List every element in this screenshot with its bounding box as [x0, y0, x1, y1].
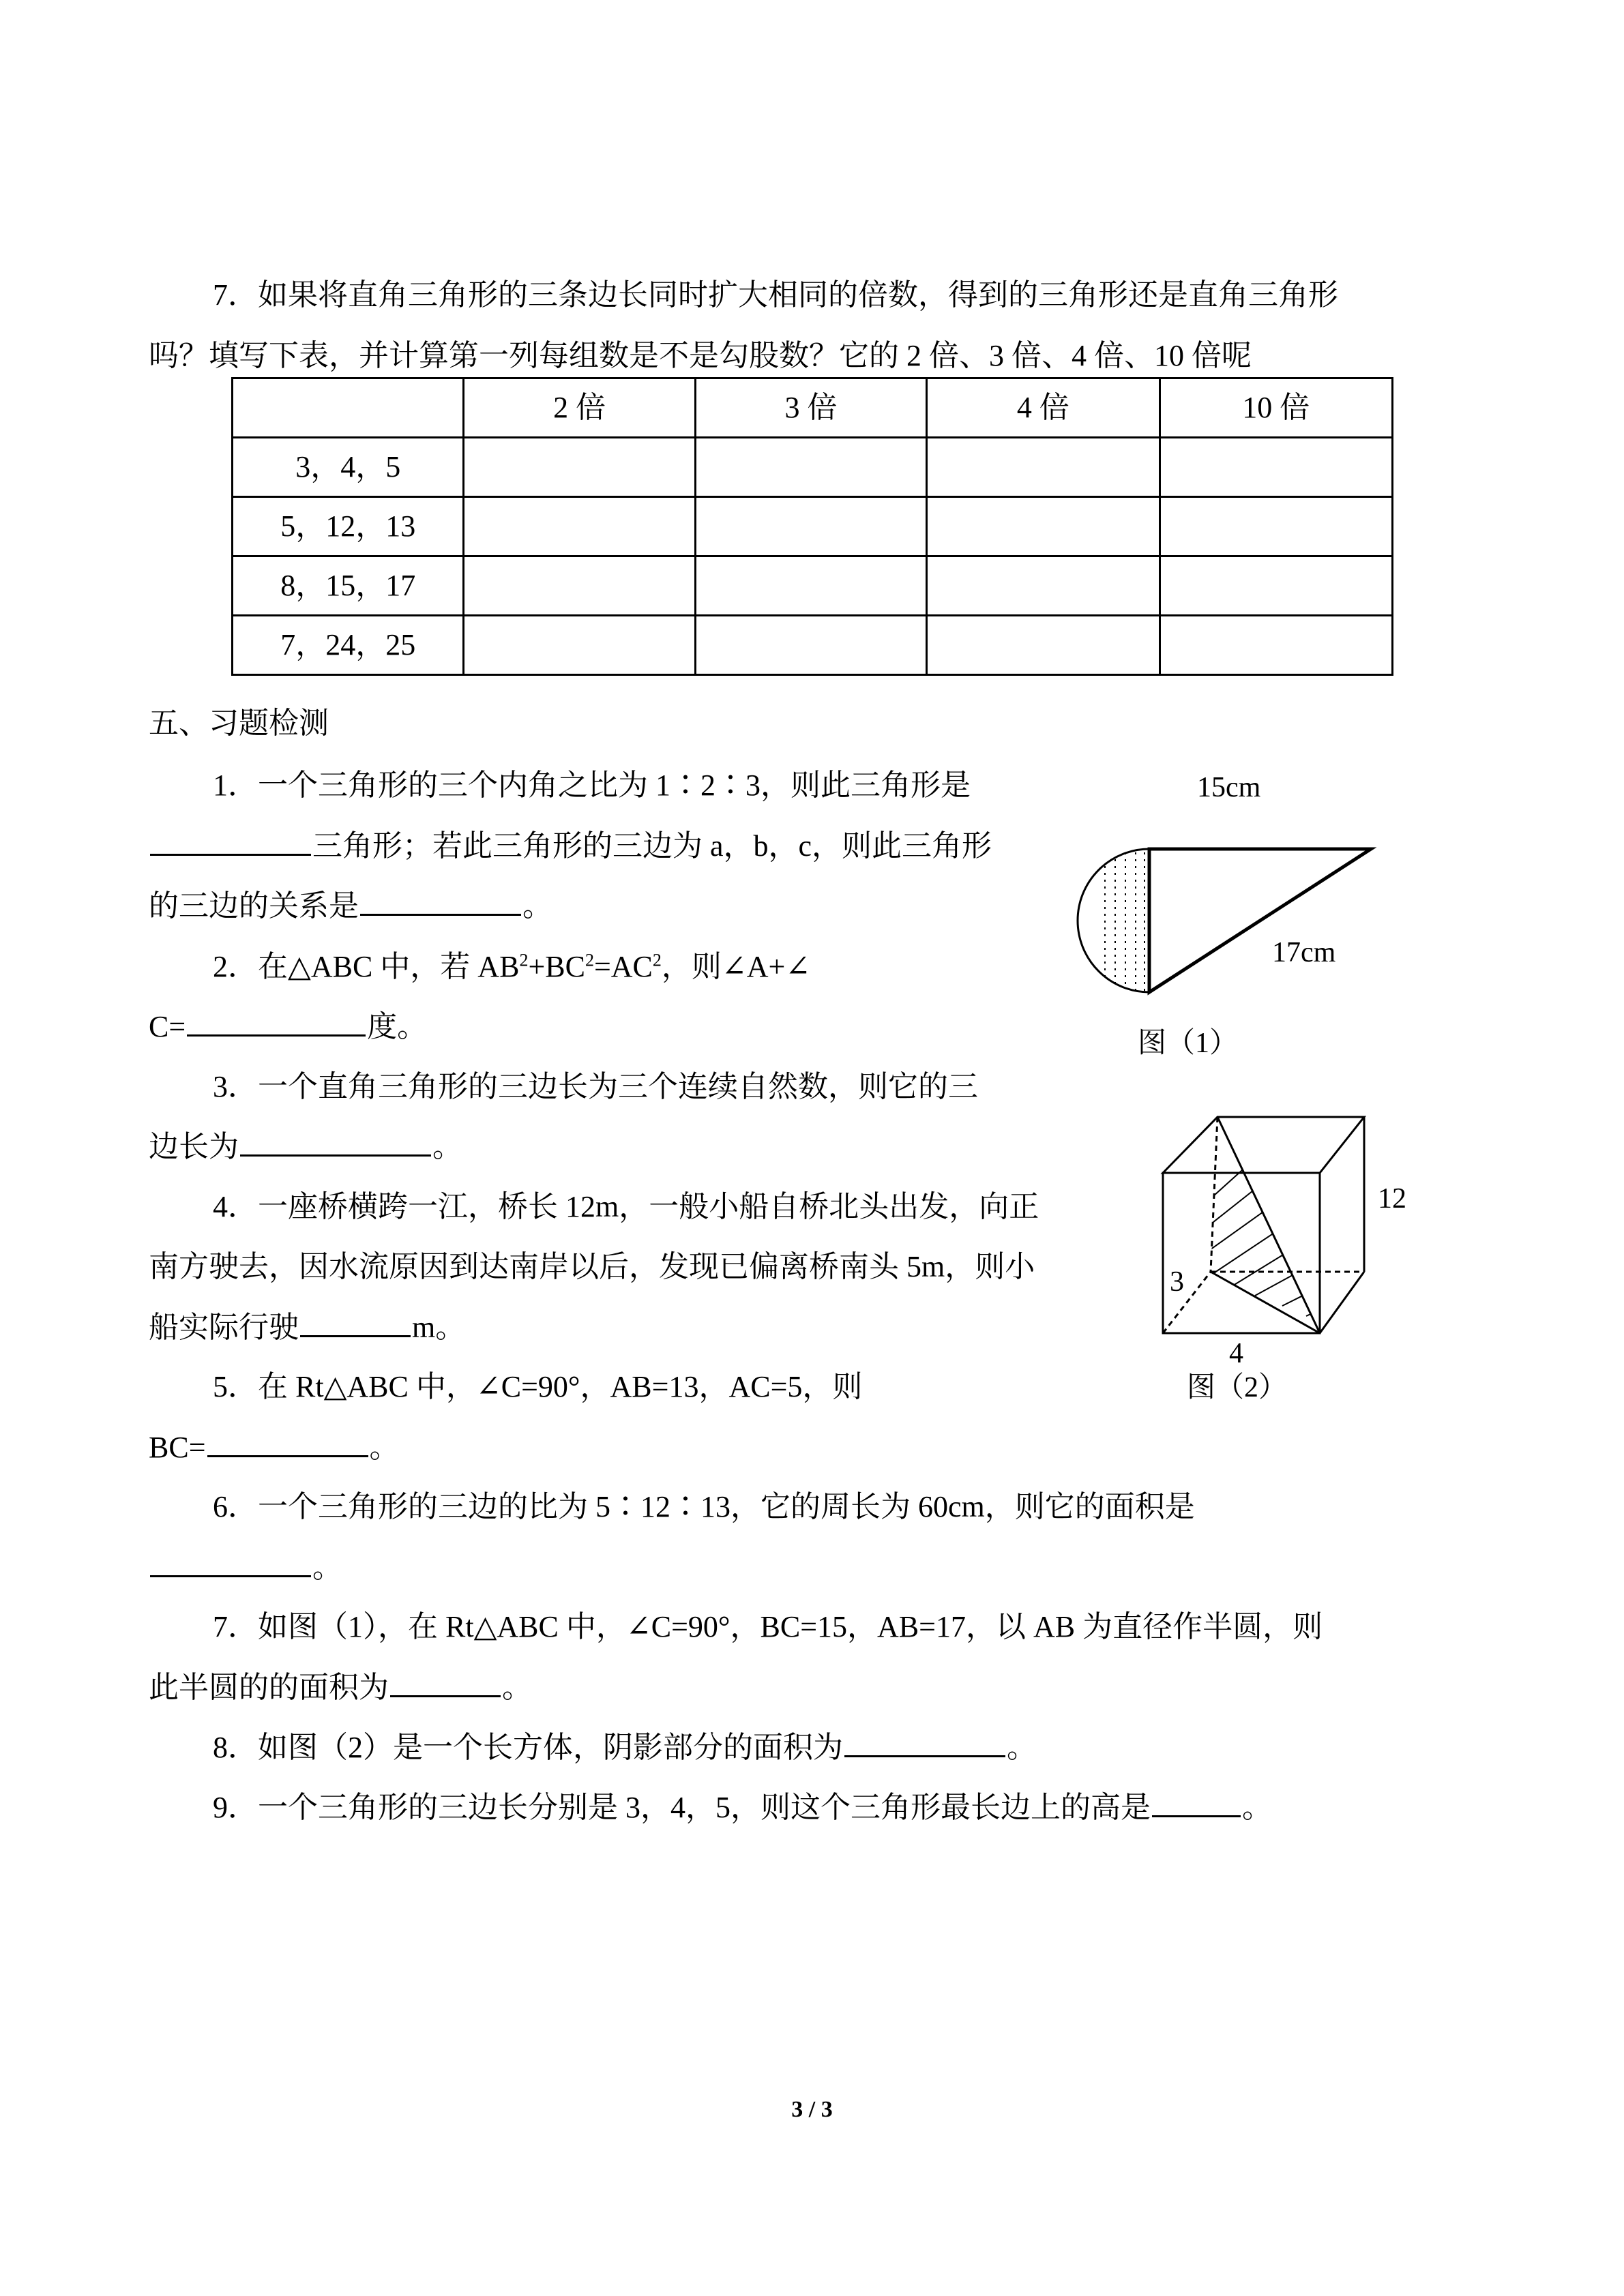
q7-text: 此半圆的的面积为 [149, 1671, 389, 1704]
answer-blank[interactable] [207, 1428, 368, 1457]
q6-line-1: 6．一个三角形的三边的比为 5∶12∶13，它的周长为 60cm，则它的面积是 [213, 1490, 1195, 1523]
q5-text: BC= [149, 1431, 206, 1464]
q2-line-2 [149, 1007, 427, 1046]
figure-2-depth-label: 3 [1170, 1266, 1184, 1298]
table-header-row [233, 378, 1393, 438]
table-cell[interactable] [1160, 438, 1392, 497]
q7-line-1: 7．如果将直角三角形的三条边长同时扩大相同的倍数，得到的三角形还是直角三角形 [213, 278, 1338, 312]
table-header-cell [233, 378, 464, 438]
superscript: 2 [585, 950, 594, 970]
q8-text: 8．如图（2）是一个长方体，阴影部分的面积为 [213, 1731, 843, 1764]
answer-blank[interactable] [187, 1007, 366, 1037]
q6-text: 。 [312, 1551, 342, 1584]
box-front-face [1163, 1173, 1320, 1333]
semicircle-shading [1105, 846, 1145, 996]
answer-blank[interactable] [1152, 1788, 1241, 1817]
table-cell[interactable] [464, 438, 695, 497]
table-row [233, 556, 1393, 616]
table-cell[interactable] [695, 438, 926, 497]
table-cell[interactable] [927, 556, 1160, 616]
table-cell[interactable] [464, 497, 695, 556]
q8-text: 。 [1007, 1731, 1037, 1764]
superscript: 2 [519, 950, 529, 970]
q2-text: C= [149, 1010, 186, 1043]
q9-line [213, 1788, 1272, 1827]
table-cell[interactable] [1160, 497, 1392, 556]
table-cell[interactable] [927, 497, 1160, 556]
table-row [233, 497, 1393, 556]
table-row-label: 3，4，5 [233, 438, 464, 497]
table-cell[interactable] [464, 556, 695, 616]
q3-text: 。 [432, 1130, 462, 1163]
answer-blank[interactable] [360, 886, 521, 916]
q2-text: +BC [528, 950, 585, 983]
q1-line-2-text: 三角形；若此三角形的三边为 a，b，c，则此三角形 [312, 829, 992, 863]
q2-text: 2．在△ABC 中，若 AB [213, 950, 520, 983]
q5-line-2 [149, 1428, 400, 1467]
table-cell[interactable] [695, 497, 926, 556]
superscript: 2 [652, 950, 662, 970]
triangle-edge [1211, 1272, 1320, 1333]
table-row [233, 438, 1393, 497]
answer-blank[interactable] [240, 1127, 431, 1157]
q4-text: 船实际行驶 [149, 1311, 299, 1344]
table-cell[interactable] [1160, 556, 1392, 616]
page-number: 3 / 3 [791, 2097, 833, 2122]
q1-line-3-text: 的三边的关系是 [149, 889, 359, 923]
box-top-face [1163, 1117, 1364, 1173]
table-header-cell: 10 倍 [1160, 378, 1392, 438]
hidden-edge [1211, 1117, 1217, 1272]
right-triangle [1149, 849, 1371, 992]
answer-blank[interactable] [390, 1668, 501, 1697]
table-header-cell: 2 倍 [464, 378, 695, 438]
figure-2-diagram [1153, 1112, 1385, 1343]
q4-line-3 [149, 1308, 465, 1347]
q7-line-2: 吗？填写下表，并计算第一列每组数是不是勾股数？它的 2 倍、3 倍、4 倍、10 倍呢 [149, 339, 1252, 372]
q2-text: 度。 [367, 1010, 428, 1043]
q7b-line-1: 7．如图（1），在 Rt△ABC 中，∠C=90°，BC=15，AB=17，以 AB 为直径作半圆，则 [213, 1610, 1323, 1643]
section-title: 五、习题检测 [149, 706, 329, 740]
figure-1-top-label: 15cm [1197, 772, 1261, 803]
table-row-label: 7，24，25 [233, 616, 464, 675]
figure-2-height-label: 12 [1378, 1183, 1406, 1214]
table-row [233, 616, 1393, 675]
answer-blank[interactable] [150, 1548, 311, 1577]
answer-blank[interactable] [300, 1308, 411, 1337]
figure-1-caption: 图（1） [1138, 1028, 1239, 1059]
q2-line-1 [213, 948, 810, 986]
q3-line-1: 3．一个直角三角形的三边长为三个连续自然数，则它的三 [213, 1070, 978, 1103]
q3-line-2 [149, 1127, 462, 1166]
figure-1-hyp-label: 17cm [1272, 937, 1336, 968]
table-cell[interactable] [695, 616, 926, 675]
figure-2-caption: 图（2） [1187, 1372, 1288, 1403]
table-header-cell: 3 倍 [695, 378, 926, 438]
table-header-cell: 4 倍 [927, 378, 1160, 438]
q6-line-2 [149, 1548, 342, 1587]
q9-text: 。 [1242, 1791, 1272, 1824]
triangle-edge [1217, 1117, 1320, 1333]
figure-2-width-label: 4 [1229, 1338, 1243, 1369]
q4-line-1: 4．一座桥横跨一江，桥长 12m，一般小船自桥北头出发，向正 [213, 1190, 1039, 1223]
q1-line-2 [149, 826, 992, 865]
box-side-edge [1320, 1272, 1364, 1333]
q4-text: m。 [412, 1311, 466, 1344]
q5-text: 。 [369, 1431, 400, 1464]
q1-line-3-end: 。 [522, 889, 552, 923]
table-cell[interactable] [927, 438, 1160, 497]
q4-line-2: 南方驶去，因水流原因到达南岸以后，发现已偏离桥南头 5m，则小 [149, 1250, 1035, 1283]
table-cell[interactable] [1160, 616, 1392, 675]
q1-line-1: 1．一个三角形的三个内角之比为 1∶2∶3，则此三角形是 [213, 769, 971, 802]
q1-line-3 [149, 886, 552, 925]
semicircle-arc [1078, 849, 1149, 992]
q2-text: ，则∠A+∠ [661, 950, 811, 983]
figure-1-diagram [1064, 825, 1391, 1009]
q7b-line-2 [149, 1668, 532, 1707]
q2-text: =AC [593, 950, 653, 983]
multiples-table [231, 377, 1393, 676]
table-cell[interactable] [695, 556, 926, 616]
q5-line-1: 5．在 Rt△ABC 中，∠C=90°，AB=13，AC=5，则 [213, 1370, 863, 1403]
table-cell[interactable] [464, 616, 695, 675]
table-row-label: 8，15，17 [233, 556, 464, 616]
table-row-label: 5，12，13 [233, 497, 464, 556]
q3-text: 边长为 [149, 1130, 239, 1163]
table-cell[interactable] [927, 616, 1160, 675]
q7-text: 。 [502, 1671, 532, 1704]
q8-line [213, 1728, 1037, 1767]
answer-blank[interactable] [844, 1728, 1005, 1757]
answer-blank[interactable] [150, 826, 311, 856]
q9-text: 9．一个三角形的三边长分别是 3，4，5，则这个三角形最长边上的高是 [213, 1791, 1151, 1824]
